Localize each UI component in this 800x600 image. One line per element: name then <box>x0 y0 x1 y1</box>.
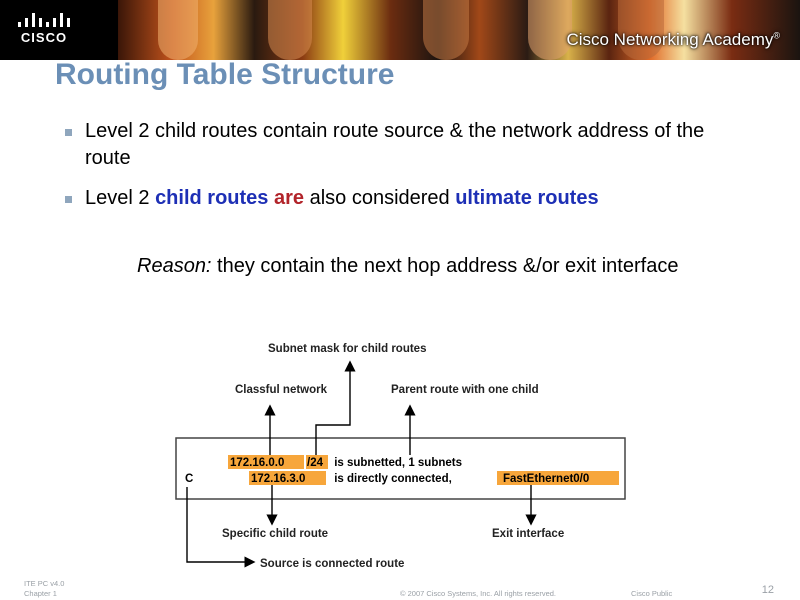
footer-course: ITE PC v4.0 <box>24 579 65 588</box>
footer-copyright: © 2007 Cisco Systems, Inc. All rights reserved. <box>400 589 557 598</box>
bullet-text: Level 2 child routes are also considered ultimate routes <box>85 187 599 209</box>
label-specific-child-route: Specific child route <box>222 528 329 540</box>
term-route-code: C <box>185 473 194 485</box>
term-line2-rest: is directly connected, <box>331 473 455 485</box>
label-parent-route: Parent route with one child <box>391 384 539 396</box>
emphasis-child-routes: child routes <box>155 187 269 209</box>
label-exit-interface: Exit interface <box>492 528 565 540</box>
academy-label: Cisco Networking Academy® <box>566 30 780 49</box>
bullet-text: Level 2 child routes contain route source & the network address of the route <box>85 120 705 169</box>
label-source-connected: Source is connected route <box>260 558 405 570</box>
label-subnet-mask: Subnet mask for child routes <box>268 343 427 355</box>
reason-text: Reason: they contain the next hop address &/or exit interface <box>137 255 679 277</box>
term-line1-rest: is subnetted, 1 subnets <box>331 457 462 469</box>
logo-text: CISCO <box>20 30 68 45</box>
term-subnet-mask: /24 <box>307 457 323 469</box>
term-child-route: 172.16.3.0 <box>251 473 306 485</box>
footer-chapter: Chapter 1 <box>24 589 57 598</box>
page-number: 12 <box>761 584 774 596</box>
label-classful-network: Classful network <box>235 384 328 396</box>
term-classful-network: 172.16.0.0 <box>230 457 285 469</box>
page-title: Routing Table Structure <box>55 58 395 91</box>
term-exit-interface: FastEthernet0/0 <box>503 473 590 485</box>
emphasis-are: are <box>268 187 305 209</box>
emphasis-ultimate-routes: ultimate routes <box>455 187 599 209</box>
footer-classification: Cisco Public <box>631 589 673 598</box>
